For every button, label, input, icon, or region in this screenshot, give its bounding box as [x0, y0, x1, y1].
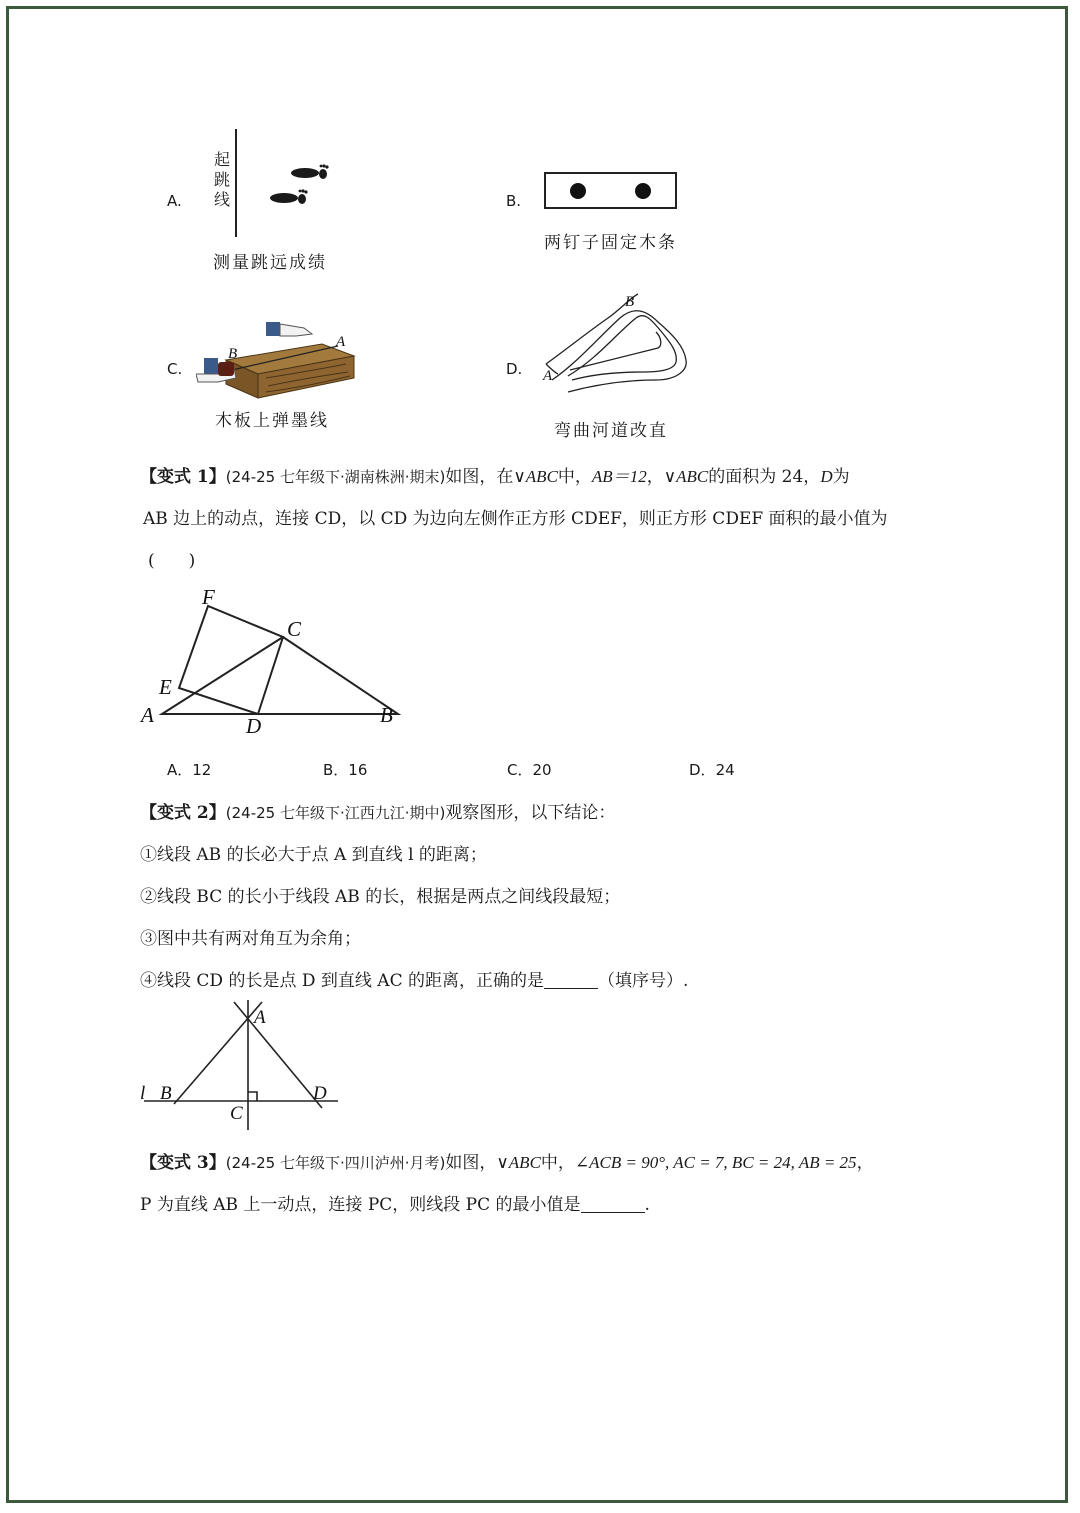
- q2-statement-4-text: ④线段 CD 的长是点 D 到直线 AC 的距离，正确的是: [140, 971, 544, 991]
- label-d: D: [313, 1083, 327, 1104]
- q3-line1: [140, 1148, 874, 1173]
- label-d: D: [246, 714, 262, 738]
- q1-answer-bracket: ( ): [148, 551, 196, 571]
- option-d-figure: [538, 288, 692, 398]
- q2-statement-1: ①线段 AB 的长必大于点 A 到直线 l 的距离；: [140, 845, 487, 865]
- q3-triangle: ∨ABC: [496, 1153, 541, 1172]
- page-border: [6, 6, 1068, 1503]
- q1-source: (24-25 七年级下·湖南株洲·期末): [225, 468, 446, 486]
- q3-label: 【变式 3】: [140, 1153, 226, 1173]
- square-cdef: [179, 606, 283, 714]
- q2-line1: [140, 798, 615, 823]
- q2-figure: [136, 996, 346, 1134]
- nail-icon: [635, 183, 651, 199]
- q2-source: (24-25 七年级下·江西九江·期中): [225, 804, 446, 822]
- q2-statement-4: [140, 966, 688, 991]
- nail-icon: [570, 183, 586, 199]
- option-b-figure: [544, 172, 678, 210]
- label-b: B: [228, 346, 238, 362]
- q2-intro: 观察图形，以下结论：: [445, 803, 616, 823]
- label-b: B: [625, 294, 635, 310]
- option-b-letter: B.: [506, 192, 522, 210]
- wood-strip: [545, 173, 676, 208]
- q1-figure: [136, 580, 406, 740]
- option-d-letter: D.: [506, 360, 523, 378]
- q1-triangle: ∨ABC: [513, 467, 558, 486]
- label-c: C: [230, 1103, 243, 1124]
- q2-answer-blank[interactable]: [544, 971, 598, 989]
- start-line-label: 起跳线: [213, 150, 230, 209]
- q1-label: 【变式 1】: [140, 467, 226, 487]
- label-l: l: [140, 1083, 146, 1104]
- choice-letter: A．: [167, 761, 193, 779]
- q1-choice-d[interactable]: [689, 759, 735, 780]
- q2-statement-3: ③图中共有两对角互为余角；: [140, 929, 361, 949]
- label-e: E: [159, 675, 172, 699]
- choice-value: 20: [532, 761, 552, 779]
- option-c-figure: [196, 316, 360, 400]
- q1-ab-length: AB＝12: [591, 467, 647, 486]
- q1-choice-b[interactable]: [323, 759, 367, 780]
- option-a-letter: A.: [167, 192, 182, 210]
- choice-value: 24: [715, 761, 735, 779]
- footprint-icon: [270, 164, 329, 204]
- label-a: A: [543, 368, 553, 384]
- q3-text: 中，: [540, 1153, 575, 1173]
- river-icon: [546, 294, 686, 392]
- q3-conditions: ∠ACB = 90°, AC = 7, BC = 24, AB = 25: [574, 1153, 857, 1172]
- option-c-caption: 木板上弹墨线: [215, 411, 329, 431]
- q2-statement-4-tail: （填序号）.: [597, 971, 689, 991]
- q3-answer-blank[interactable]: [581, 1195, 645, 1213]
- label-b: B: [380, 703, 393, 727]
- label-a: A: [254, 1007, 266, 1028]
- choice-letter: D．: [689, 761, 716, 779]
- q1-d-var: D: [820, 467, 833, 486]
- q1-text: ，: [646, 467, 664, 487]
- choice-value: 12: [192, 761, 212, 779]
- choice-letter: C．: [507, 761, 533, 779]
- label-a: A: [141, 703, 154, 727]
- hand-icon: [266, 322, 312, 336]
- label-b: B: [160, 1083, 172, 1104]
- q3-line2: [140, 1190, 650, 1215]
- q1-triangle: ∨ABC: [663, 467, 709, 486]
- option-d-caption: 弯曲河道改直: [554, 421, 668, 441]
- option-c-letter: C.: [167, 360, 183, 378]
- choice-value: 16: [348, 761, 368, 779]
- q3-line2-text: P 为直线 AB 上一动点，连接 PC，则线段 PC 的最小值是: [140, 1195, 581, 1215]
- q1-choice-c[interactable]: [507, 759, 552, 780]
- label-f: F: [202, 585, 215, 609]
- q3-source: (24-25 七年级下·四川泸州·月考): [225, 1154, 446, 1172]
- option-a-caption: 测量跳远成绩: [213, 253, 327, 273]
- q3-line2-tail: .: [644, 1195, 650, 1215]
- q3-text: 如图，: [445, 1153, 497, 1173]
- q1-text: 的面积为 24，: [708, 467, 821, 487]
- q3-text: ，: [856, 1153, 874, 1173]
- q1-text: 中，: [557, 467, 592, 487]
- q1-line2: AB 边上的动点，连接 CD，以 CD 为边向左侧作正方形 CDEF，则正方形 CDEF 面积的最小值为: [143, 509, 888, 529]
- q1-text: 为: [832, 467, 850, 487]
- q2-statement-2: ②线段 BC 的长小于线段 AB 的长，根据是两点之间线段最短；: [140, 887, 621, 907]
- q1-line1: [140, 462, 850, 487]
- label-c: C: [287, 617, 302, 641]
- right-angle-mark: [248, 1092, 257, 1101]
- line-ab: [174, 1002, 262, 1104]
- q1-text: 如图，在: [445, 467, 514, 487]
- choice-letter: B．: [323, 761, 349, 779]
- option-b-caption: 两钉子固定木条: [544, 233, 677, 253]
- q2-label: 【变式 2】: [140, 803, 226, 823]
- label-a: A: [336, 334, 346, 350]
- q1-choice-a[interactable]: [167, 759, 211, 780]
